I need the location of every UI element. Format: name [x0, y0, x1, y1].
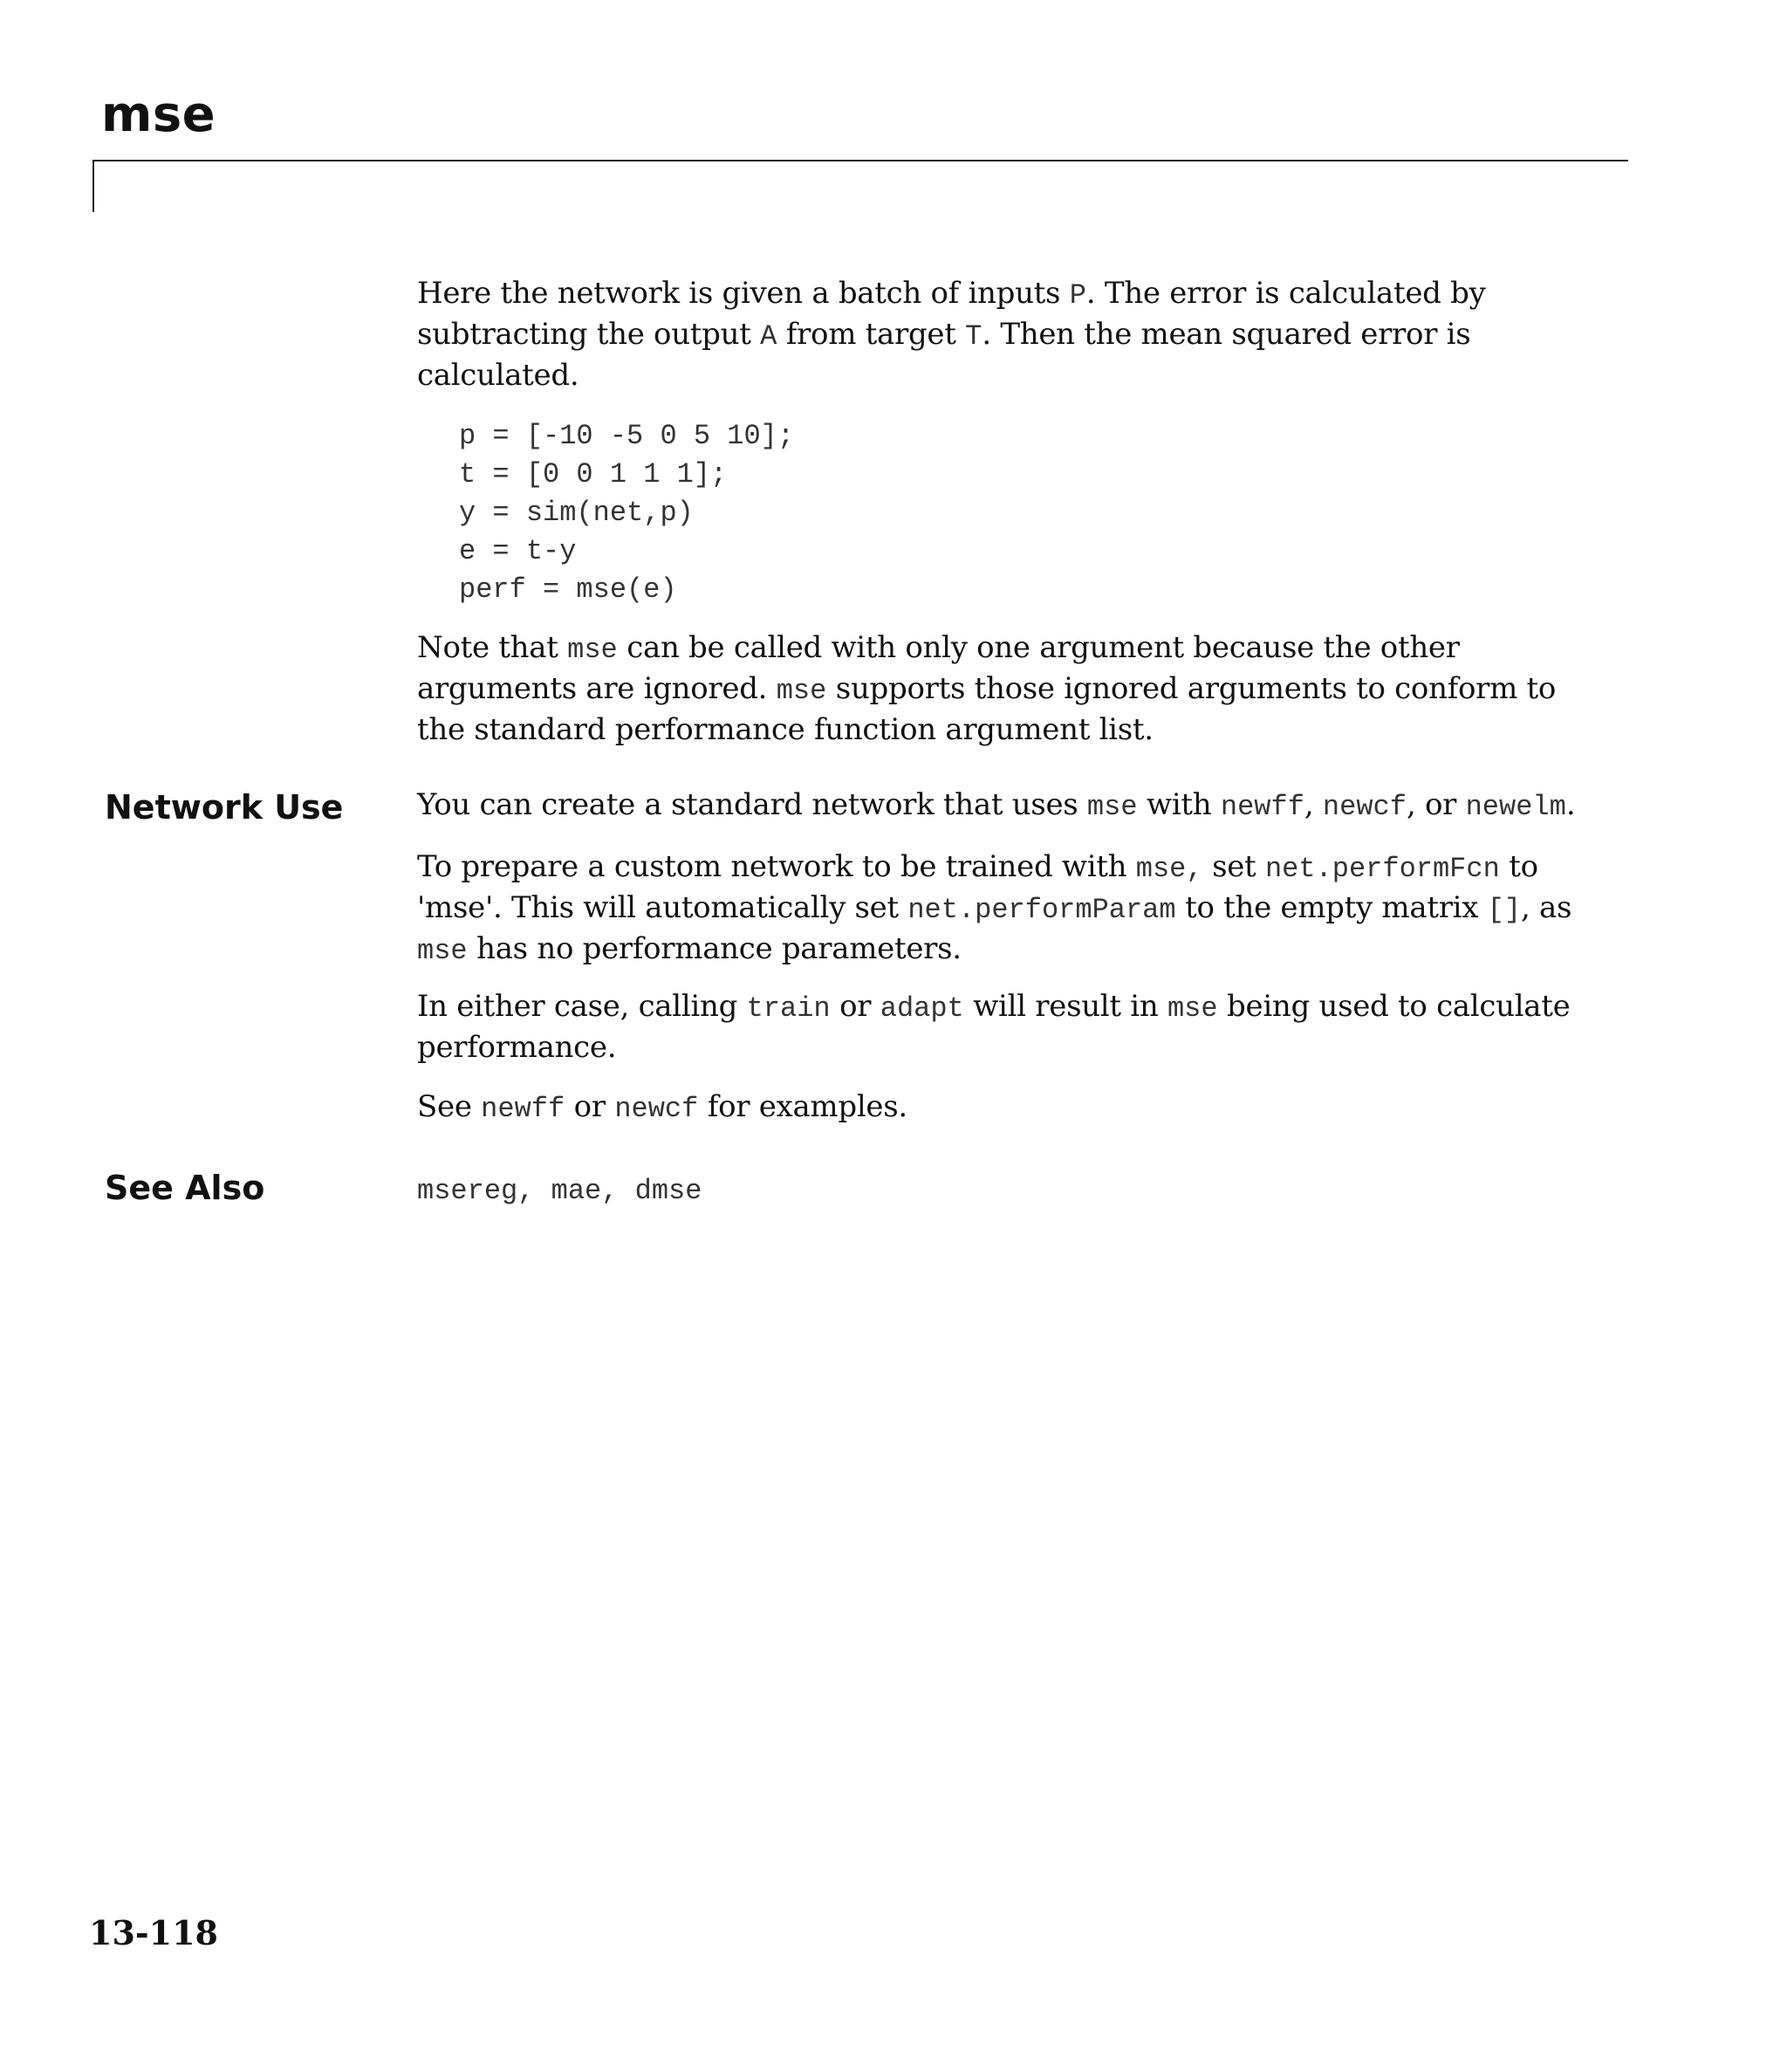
inline-code: mse — [776, 675, 827, 707]
title-rule-tick — [92, 160, 94, 212]
title-rule — [92, 160, 1628, 161]
network-use-p2: To prepare a custom network to be trained with mse, set net.performFcn to 'mse'. This will automatically set net.performParam to the empty matrix [], as mse has no performance parameters. — [417, 849, 1572, 967]
note-section — [417, 628, 1578, 750]
inline-code: newff — [1220, 791, 1304, 823]
network-use-p3: In either case, calling train or adapt will result in mse being used to calculate performance. — [417, 989, 1571, 1065]
code-line: y = sim(net,p) — [459, 497, 694, 529]
intro-paragraph: Here the network is given a batch of inputs P. The error is calculated by subtracting the output A from target T. Then the mean squared error is calculated. — [417, 276, 1486, 393]
inline-code: net.performFcn — [1264, 853, 1500, 885]
network-use-p4: See newff or newcf for examples. — [417, 1089, 907, 1125]
network-use-heading: Network Use — [105, 788, 344, 827]
inline-code: mse — [417, 935, 468, 967]
code-line: t = [0 0 1 1 1]; — [459, 458, 728, 491]
note-paragraph: Note that mse can be called with only one argument because the other arguments are ignored. mse supports those ignored arguments to conform to the standard performance function argument list. — [417, 630, 1557, 747]
inline-code: net.performParam — [907, 894, 1176, 926]
inline-code: mse — [1167, 992, 1218, 1025]
inline-code: newelm — [1465, 791, 1566, 823]
page-number: 13-118 — [89, 1913, 218, 1952]
inline-code: adapt — [880, 992, 964, 1025]
inline-code: newcf — [614, 1093, 699, 1125]
code-line: p = [-10 -5 0 5 10]; — [459, 420, 795, 452]
inline-code: train — [746, 992, 831, 1025]
inline-code: A — [760, 320, 777, 353]
inline-code: mse — [1086, 791, 1138, 823]
code-line: perf = mse(e) — [459, 573, 677, 606]
intro-section — [417, 274, 1578, 395]
code-line: e = t-y — [459, 535, 577, 567]
inline-code: [] — [1487, 894, 1522, 926]
see-also-list: msereg, mae, dmse — [417, 1175, 702, 1207]
see-also-links — [417, 1170, 1578, 1211]
page-title: mse — [101, 86, 216, 143]
inline-code: newff — [481, 1093, 565, 1125]
inline-code: mse, — [1135, 853, 1203, 885]
see-also-heading: See Also — [105, 1169, 265, 1207]
network-use-p1: You can create a standard network that uses mse with newff, newcf, or newelm. — [417, 787, 1576, 823]
code-example — [459, 417, 794, 609]
inline-code: T — [965, 320, 983, 353]
inline-code: mse — [567, 634, 618, 666]
inline-code: newcf — [1322, 791, 1407, 823]
inline-code: P — [1069, 279, 1086, 312]
